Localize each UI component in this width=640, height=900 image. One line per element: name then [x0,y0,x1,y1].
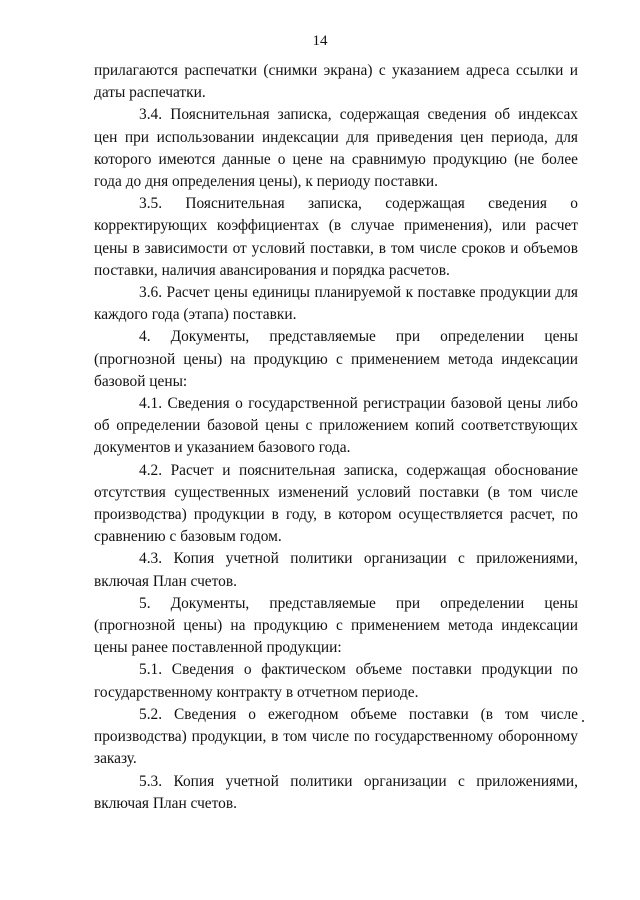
paragraph-4-2: 4.2. Расчет и пояснительная записка, содержащая обоснование отсутствия существенных изменений условий поставки (в том числе производства) продукции в году, в котором осуществляется расчет, по сравнению с базовым годом. [94,461,578,546]
paragraph-5-3: 5.3. Копия учетной политики организации с приложениями, включая План счетов. [94,772,578,812]
paragraph-continuation: прилагаются распечатки (снимки экрана) с указанием адреса ссылки и даты распечатки. [94,62,578,102]
paragraph-5-2: 5.2. Сведения о ежегодном объеме поставки (в том числе производства) продукции, в том числе по государственному оборонному заказу. [94,705,578,768]
page-number: 14 [312,33,328,49]
scan-speck [582,720,584,722]
paragraph-4: 4. Документы, представляемые при определении цены (прогнозной цены) на продукцию с применением метода индексации базовой цены: [94,328,578,390]
paragraph-4-1: 4.1. Сведения о государственной регистрации базовой цены либо об определении базовой цены с приложением копий соответствующих документов и указанием базового года. [94,395,578,457]
document-body [94,60,578,815]
paragraph-3-6: 3.6. Расчет цены единицы планируемой к поставке продукции для каждого года (этапа) поставки. [94,284,578,324]
paragraph-5: 5. Документы, представляемые при определении цены (прогнозной цены) на продукцию с применением метода индексации цены ранее поставленной продукции: [94,594,578,657]
paragraph-3-5: 3.5. Пояснительная записка, содержащая сведения о корректирующих коэффициентах (в случае применения), или расчет цены в зависимости от условий поставки, в том числе сроков и объемов поставки, наличия авансирования и порядка расчетов. [94,195,578,279]
paragraph-3-4: 3.4. Пояснительная записка, содержащая сведения об индексах цен при использовании индексации для приведения цен периода, для которого имеются данные о цене на сравнимую продукцию (не более года до дня определения цены), к периоду поставки. [94,106,578,191]
paragraph-5-1: 5.1. Сведения о фактическом объеме поставки продукции по государственному контракту в отчетном периоде. [94,661,578,701]
paragraph-4-3: 4.3. Копия учетной политики организации с приложениями, включая План счетов. [94,550,578,590]
